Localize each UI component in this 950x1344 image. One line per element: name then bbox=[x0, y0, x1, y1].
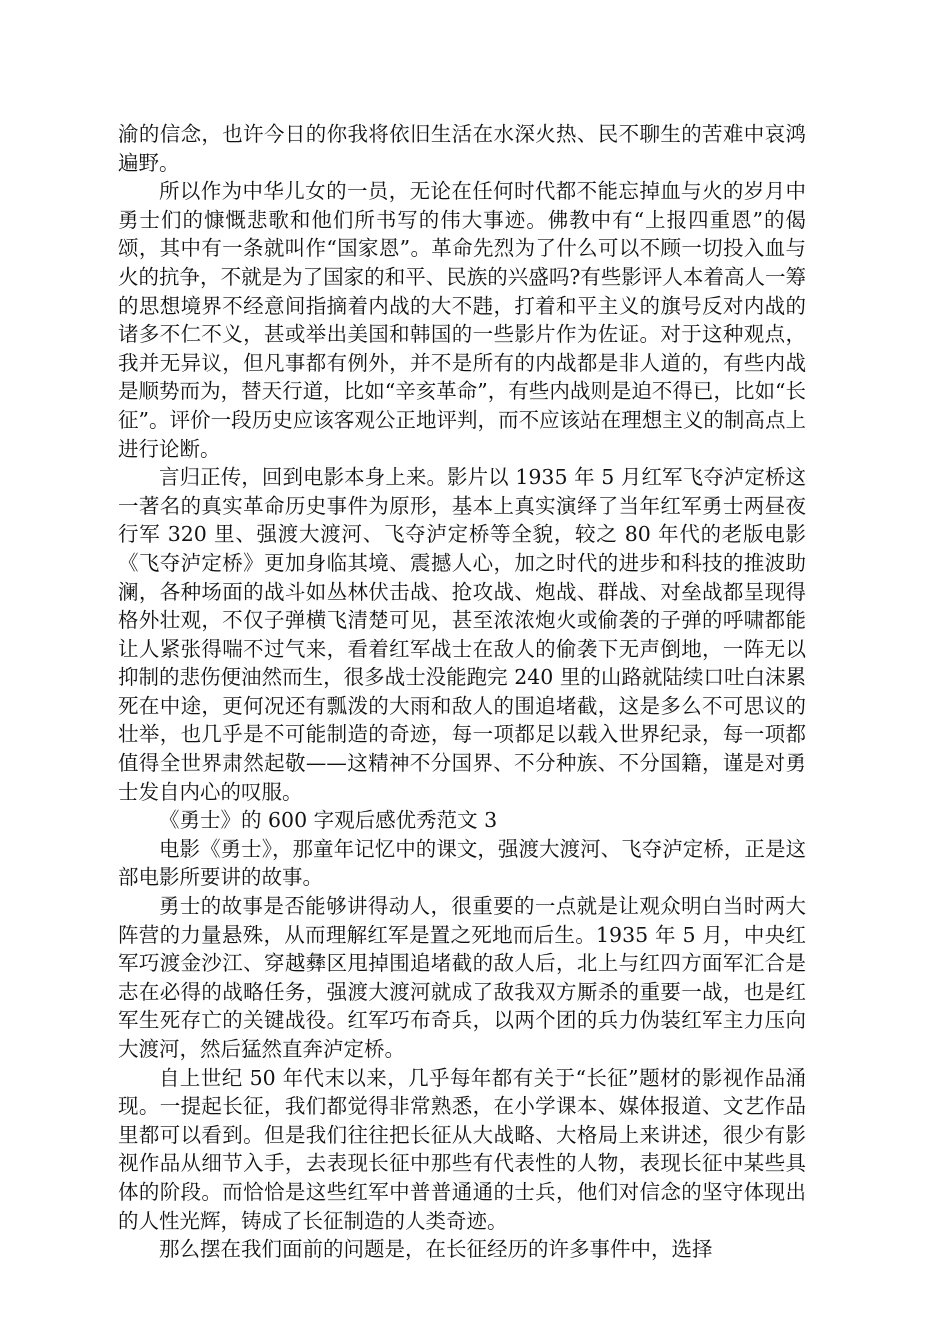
essay-heading: 《勇士》的 600 字观后感优秀范文 3 bbox=[159, 808, 498, 833]
paragraph-film-itself: 言归正传，回到电影本身上来。影片以 1935 年 5 月红军飞夺泸定桥这一著名的真实革命历史事件为原形，基本上真实演绎了当年红军勇士两昼夜行军 320 里、强渡大渡河、飞夺泸定桥等全貌，较之 80 年代的老版电影《飞夺泸定桥》更加身临其境、震撼人心，加之时代的进步和科技的推波助澜，各种场面的战斗如丛林伏击战、抢攻战、炮战、群战、对垒战都呈现得格外壮观，不仅子弹横飞清楚可见，甚至浓浓炮火或偷袭的子弹的呼啸都能让人紧张得喘不过气来，看着红军战士在敌人的偷袭下无声倒地，一阵无以抑制的悲伤便油然而生，很多战士没能跑完 240 里的山路就陆续口吐白沫累死在中途，更何况还有瓢泼的大雨和敌人的围追堵截，这是多么不可思议的壮举，也几乎是不可能制造的奇迹，每一项都足以载入世界纪录，每一项都值得全世界肃然起敬——这精神不分国界、不分种族、不分国籍，谨是对勇士发自内心的叹服。 bbox=[118, 465, 806, 804]
paragraph-continuation: 渝的信念，也许今日的你我将依旧生活在水深火热、民不聊生的苦难中哀鸿遍野。 bbox=[118, 122, 806, 175]
paragraph-long-march-films: 自上世纪 50 年代末以来，几乎每年都有关于“长征”题材的影视作品涌现。一提起长征，我们都觉得非常熟悉，在小学课本、媒体报道、文艺作品里都可以看到。但是我们往往把长征从大战略、大格局上来讲述，很少有影视作品从细节入手，去表现长征中那些有代表性的人物，表现长征中某些具体的阶段。而恰恰是这些红军中普普通通的士兵，他们对信念的坚守体现出的人性光辉，铸成了长征制造的人类奇迹。 bbox=[118, 1065, 806, 1233]
paragraph-story: 勇士的故事是否能够讲得动人，很重要的一点就是让观众明白当时两大阵营的力量悬殊，从而理解红军是置之死地而后生。1935 年 5 月，中央红军巧渡金沙江、穿越彝区甩掉围追堵截的敌人后，北上与红四方面军汇合是志在必得的战略任务，强渡大渡河就成了敌我双方厮杀的重要一战，也是红军生死存亡的关键战役。红军巧布奇兵，以两个团的兵力伪装红军主力压向大渡河，然后猛然直奔泸定桥。 bbox=[118, 894, 806, 1061]
paragraph-intro: 电影《勇士》，那童年记忆中的课文，强渡大渡河、飞夺泸定桥，正是这部电影所要讲的故事。 bbox=[118, 836, 806, 890]
document-page bbox=[118, 120, 806, 1264]
paragraph-remember-heroes: 所以作为中华儿女的一员，无论在任何时代都不能忘掉血与火的岁月中勇士们的慷慨悲歌和他们所书写的伟大事迹。佛教中有“上报四重恩”的偈颂，其中有一条就叫作“国家恩”。革命先烈为了什么可以不顾一切投入血与火的抗争，不就是为了国家的和平、民族的兴盛吗?有些影评人本着高人一筹的思想境界不经意间指摘着内战的大不韪，打着和平主义的旗号反对内战的诸多不仁不义，甚或举出美国和韩国的一些影片作为佐证。对于这种观点，我并无异议，但凡事都有例外，并不是所有的内战都是非人道的，有些内战是顺势而为，替天行道，比如“辛亥革命”，有些内战则是迫不得已，比如“长征”。评价一段历史应该客观公正地评判，而不应该站在理想主义的制高点上进行论断。 bbox=[118, 179, 806, 461]
paragraph-question: 那么摆在我们面前的问题是，在长征经历的许多事件中，选择 bbox=[159, 1237, 713, 1262]
